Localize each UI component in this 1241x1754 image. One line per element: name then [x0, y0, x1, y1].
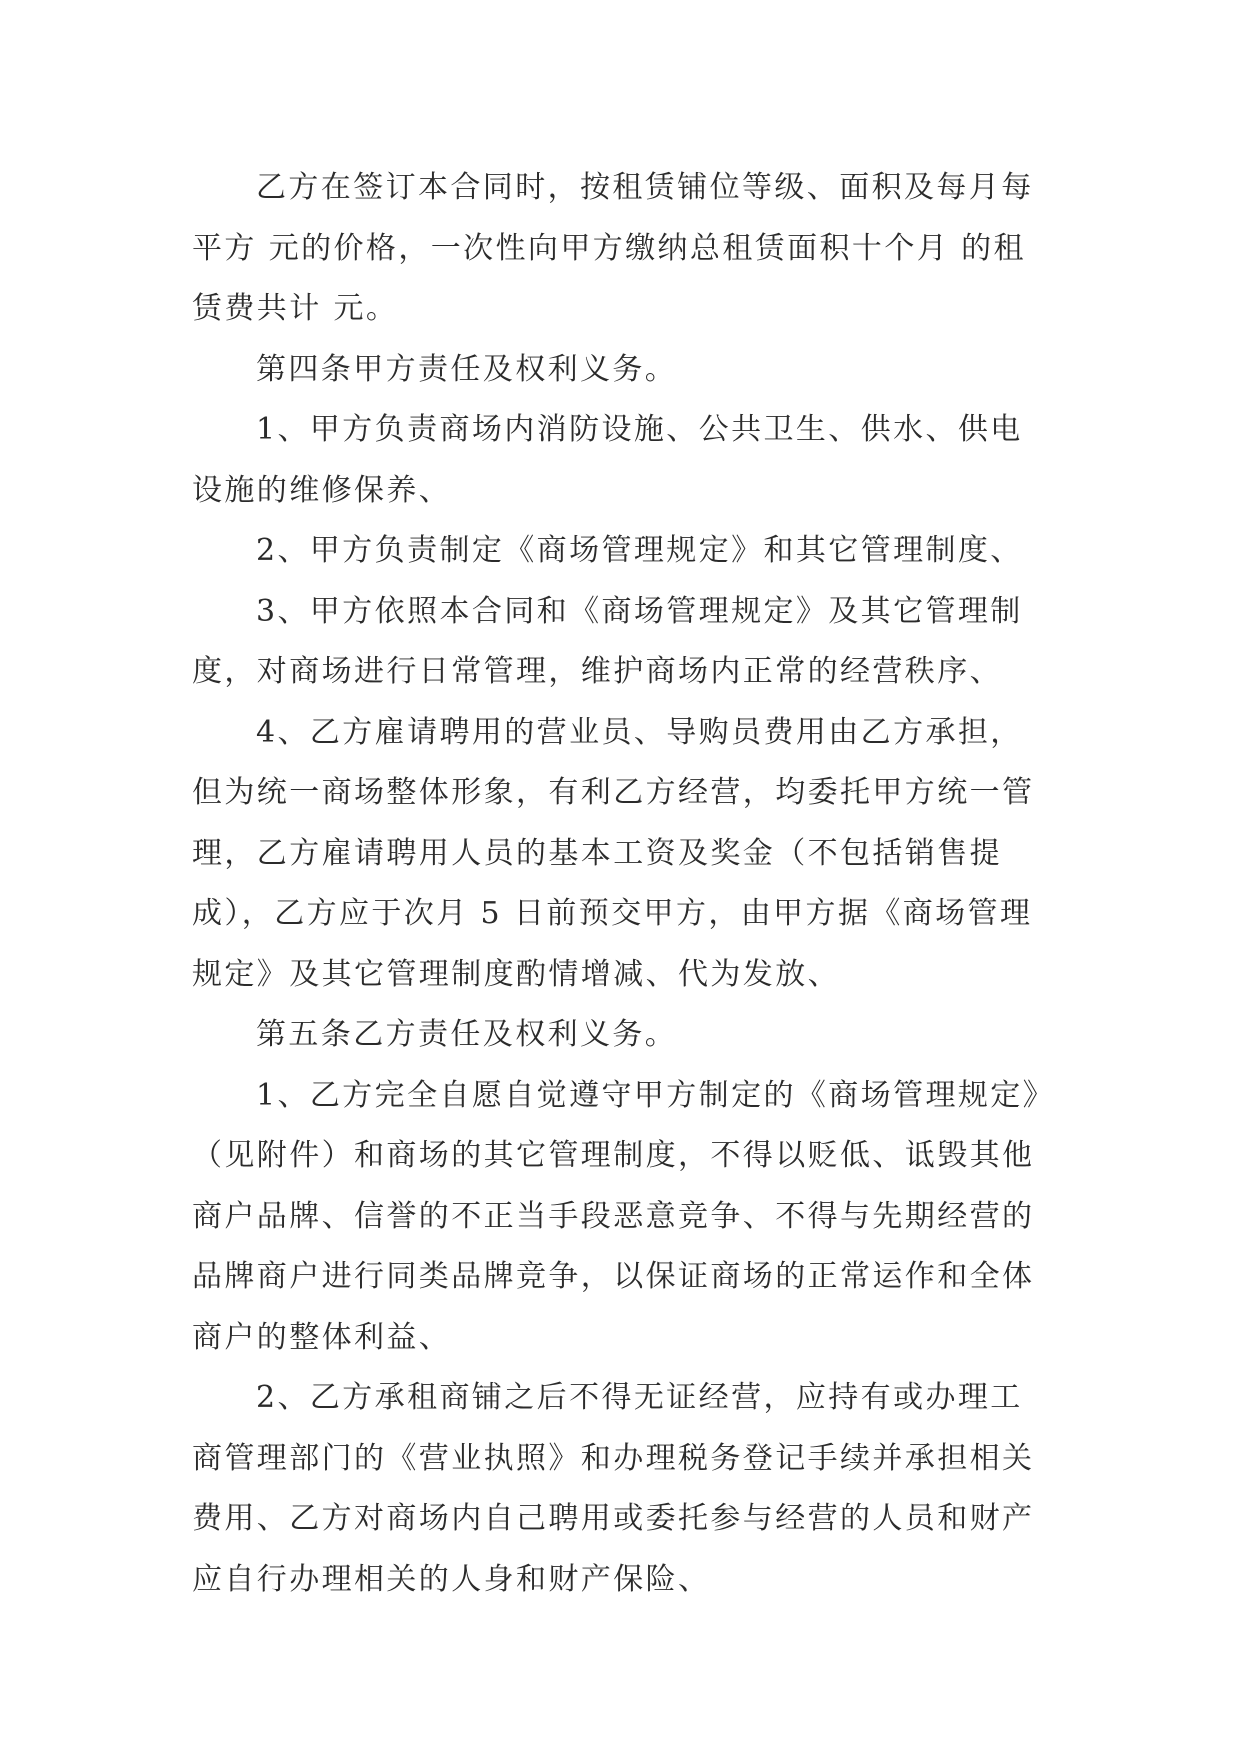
heading-article-five: 第五条乙方责任及权利义务。 [256, 1017, 678, 1052]
paragraph-party-b-item-1: 1、乙方完全自愿自觉遵守甲方制定的《商场管理规定》（见附件）和商场的其它管理制度，不得以贬低、诋毁其他商户品牌、信誉的不正当手段恶意竞争、不得与先期经营的品牌商户进行同类品牌竞争，以保证商场的正常运作和全体商户的整体利益、 [192, 1077, 1041, 1355]
paragraph-party-a-item-1: 1、甲方负责商场内消防设施、公共卫生、供水、供电设施的维修保养、 [192, 412, 1023, 508]
paragraph-party-a-item-4: 4、乙方雇请聘用的营业员、导购员费用由乙方承担，但为统一商场整体形象，有利乙方经营，均委托甲方统一管理，乙方雇请聘用人员的基本工资及奖金（不包括销售提成），乙方应于次月 5 日前预交甲方，由甲方据《商场管理规定》及其它管理制度酌情增减、代为发放、 [192, 714, 1035, 992]
contract-body [192, 158, 1050, 1610]
paragraph-party-b-item-2: 2、乙方承租商铺之后不得无证经营，应持有或办理工商管理部门的《营业执照》和办理税务登记手续并承担相关费用、乙方对商场内自己聘用或委托参与经营的人员和财产应自行办理相关的人身和财产保险、 [192, 1380, 1035, 1597]
paragraph-party-a-item-2: 2、甲方负责制定《商场管理规定》和其它管理制度、 [256, 533, 1023, 568]
paragraph-rent-payment: 乙方在签订本合同时，按租赁铺位等级、面积及每月每平方 元的价格，一次性向甲方缴纳总租赁面积十个月 的租赁费共计 元。 [192, 170, 1034, 326]
heading-article-four: 第四条甲方责任及权利义务。 [256, 351, 678, 387]
paragraph-party-a-item-3: 3、甲方依照本合同和《商场管理规定》及其它管理制度，对商场进行日常管理，维护商场内正常的经营秩序、 [192, 593, 1023, 689]
